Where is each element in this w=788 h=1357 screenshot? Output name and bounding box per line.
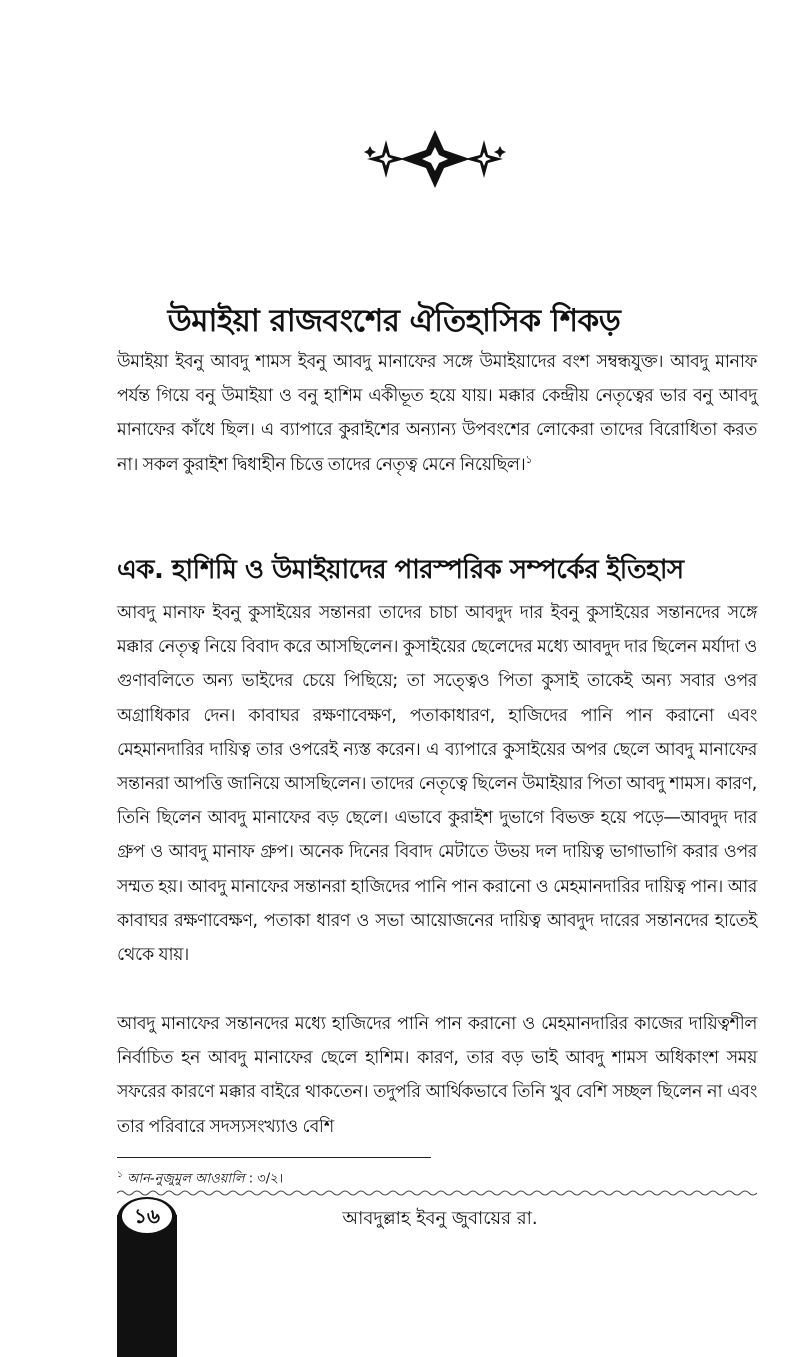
footnote-reference[interactable]: ১ (525, 452, 533, 466)
footnote (117, 1164, 283, 1190)
intro-paragraph (117, 345, 757, 482)
body-paragraph: আবদু মানাফের সন্তানদের মধ্যে হাজিদের পানি পান করানো ও মেহমানদারির কাজের দায়িত্বশীল নির্বাচিত হন আবদু মানাফের ছেলে হাশিম। কারণ, তার বড় ভাই আবদু শামস অধিকাংশ সময় সফরের কারণে মক্কার বাইরে থাকতেন। তদুপরি আর্থিকভাবে তিনি খুব বেশি সচ্ছল ছিলেন না এবং তার পরিবারে সদস্যসংখ্যাও বেশি (117, 1014, 757, 1137)
intro-text: উমাইয়া ইবনু আবদু শামস ইবনু আবদু মানাফের সঙ্গে উমাইয়াদের বংশ সম্বন্ধযুক্ত। আবদু মানাফ পর্যন্ত গিয়ে বনু উমাইয়া ও বনু হাশিম একীভূত হয়ে যায়। মক্কার কেন্দ্রীয় নেতৃত্বের ভার বনু আবদু মানাফের কাঁধে ছিল। এ ব্যাপারে কুরাইশের অন্যান্য উপবংশের লোকেরা তাদের বিরোধিতা করত না। সকল কুরাইশ দ্বিধাহীন চিত্তে তাদের নেতৃত্ব মেনে নিয়েছিল। (117, 352, 757, 475)
section-heading: এক. হাশিমি ও উমাইয়াদের পারস্পরিক সম্পর্কের ইতিহাস (117, 555, 684, 585)
body-paragraph: আবদু মানাফ ইবনু কুসাইয়ের সন্তানরা তাদের চাচা আবদুদ দার ইবনু কুসাইয়ের সন্তানদের সঙ্গে মক্কার নেতৃত্ব নিয়ে বিবাদ করে আসছিলেন। কুসাইয়ের ছেলেদের মধ্যে আবদুদ দার ছিলেন মর্যাদা ও গুণাবলিতে অন্য ভাইদের চেয়ে পিছিয়ে; তা সত্ত্বেও পিতা কুসাই তাকেই অন্য সবার ওপর অগ্রাধিকার দেন। কাবাঘর রক্ষণাবেক্ষণ, পতাকাধারণ, হাজিদের পানি পান করানো এবং মেহমানদারির দায়িত্ব তার ওপরেই ন্যস্ত করেন। এ ব্যাপারে কুসাইয়ের অপর ছেলে আবদু মানাফের সন্তানরা আপত্তি জানিয়ে আসছিলেন। তাদের নেতৃত্বে ছিলেন উমাইয়ার পিতা আবদু শামস। কারণ, তিনি ছিলেন আবদু মানাফের বড় ছেলে। এভাবে কুরাইশ দুভাগে বিভক্ত হয়ে পড়ে—আবদুদ দার গ্রুপ ও আবদু মানাফ গ্রুপ। অনেক দিনের বিবাদ মেটাতে উভয় দল দায়িত্ব ভাগাভাগি করার ওপর সম্মত হয়। আবদু মানাফের সন্তানরা হাজিদের পানি পান করানো ও মেহমানদারির দায়িত্ব পান। আর কাবাঘর রক্ষণাবেক্ষণ, পতাকা ধারণ ও সভা আয়োজনের দায়িত্ব আবদুদ দারের সন্তানদের হাতেই থেকে যায়। (117, 603, 757, 966)
footnote-text: : ৩/২। (244, 1171, 284, 1187)
running-title: আবদুল্লাহ ইবনু জুবায়ের রা. (342, 1208, 538, 1229)
footnote-source: আন-নুজুমুল আওয়ালি (126, 1171, 245, 1187)
chapter-title: উমাইয়া রাজবংশের ঐতিহাসিক শিকড় (167, 302, 621, 339)
footer-wave-divider (117, 1188, 757, 1198)
footnote-divider (117, 1157, 431, 1158)
page-number: ১৬ (134, 1204, 160, 1228)
footnote-marker: ১ (117, 1170, 123, 1180)
star-ornament-icon (360, 128, 510, 190)
